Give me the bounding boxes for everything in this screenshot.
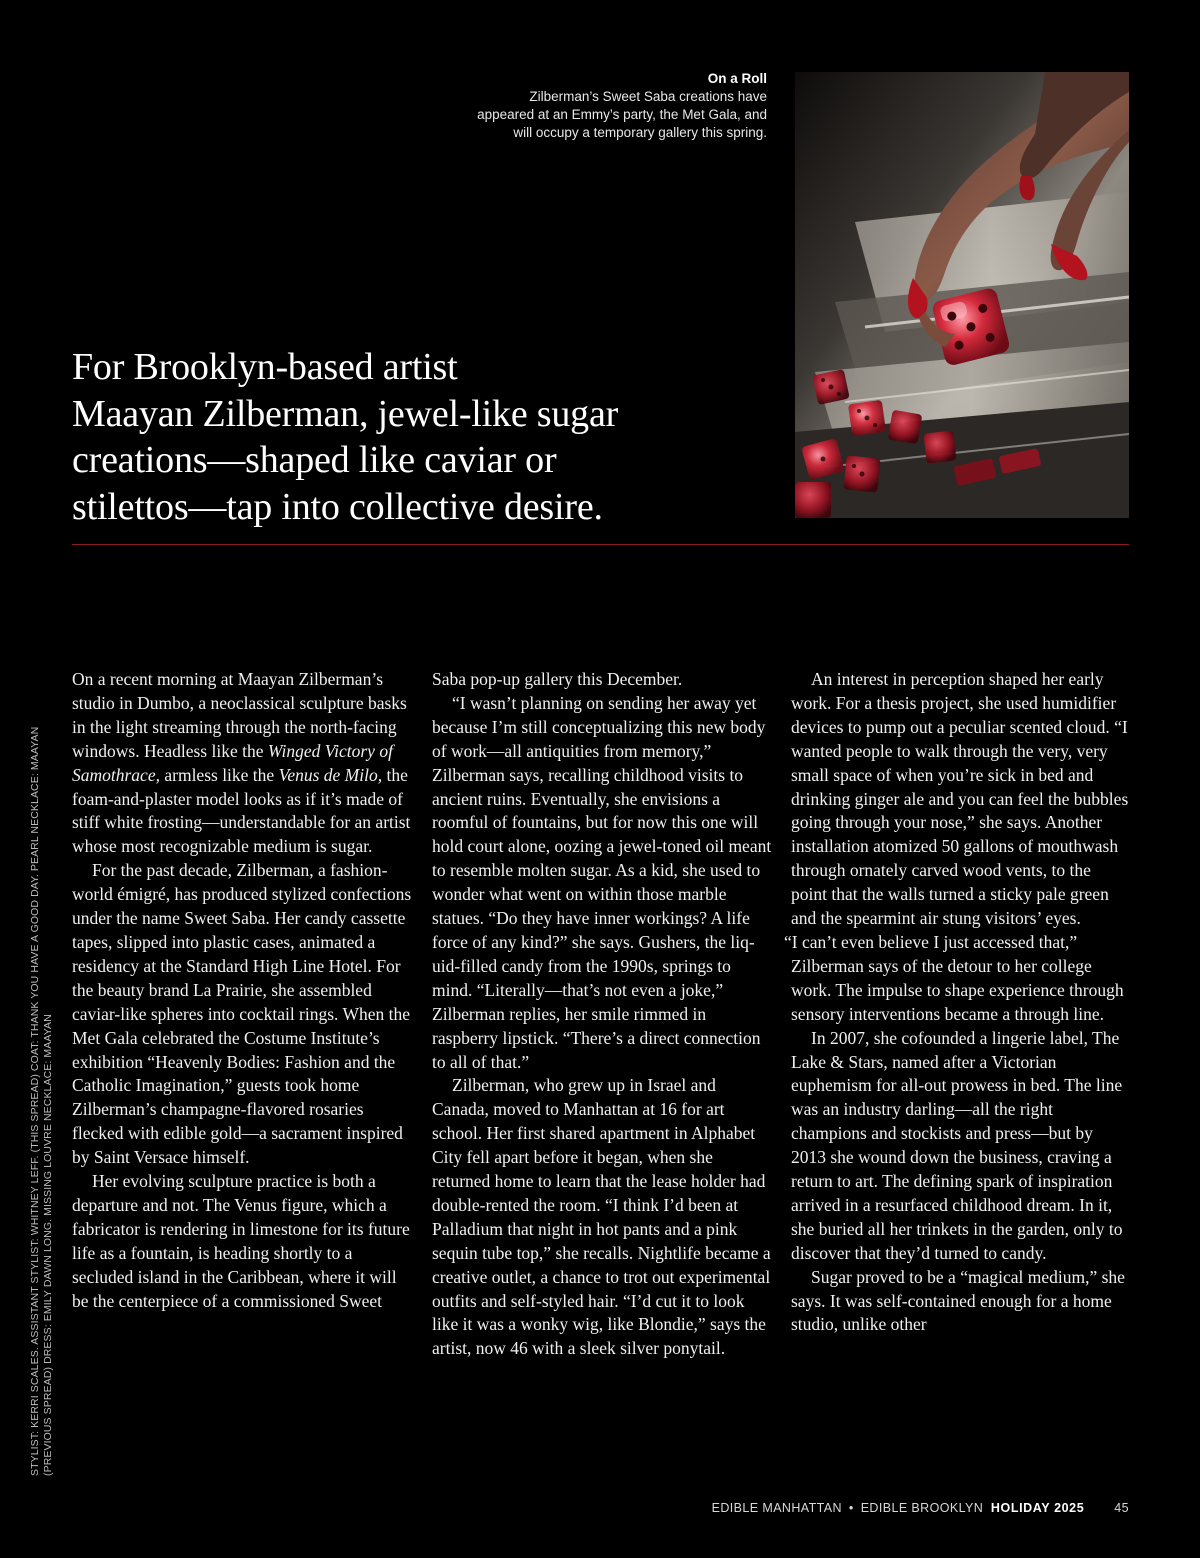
article-paragraph: Saba pop-up gallery this December.	[432, 669, 683, 689]
article-paragraph: Zilberman, who grew up in Israel and Canada, moved to Manhattan at 16 for art school. Her first shared apartment in Alphabet City fell apart before it began, when she returned home to learn that the lease holder had double-rented the room. “I think I’d been at Palladium that night in hot pants and a pink sequin tube top,” she recalls. Nightlife became a creative outlet, a chance to trot out experimental outfits and self-styled hair. “I’d cut it to look like it was a wonky wig, like Blondie,” says the artist, now 46 with a sleek silver ponytail.	[432, 1075, 771, 1359]
article-column-3	[784, 668, 1131, 1337]
credit-line: STYLIST: KERRI SCALES. ASSISTANT STYLIST: WHITNEY LEFF. (THIS SPREAD) COAT: THANK YOU HAVE A GOOD DAY. PEARL NECKLACE: MAAYAN	[29, 726, 41, 1476]
article-paragraph: In 2007, she cofounded a lingerie label, The Lake & Stars, named after a Victorian euphemism for all-out prowess in bed. The line was an industry darling—all the right champions and stockists and press—but by 2013 she wound down the business, craving a return to art. The defining spark of inspiration arrived in a resurfaced childhood dream. In it, she buried all her trinkets in the garden, only to discover that they’d turned to candy.	[791, 1027, 1123, 1263]
article-paragraph: “I wasn’t planning on sending her away yet because I’m still conceptualizing this new body of work—all antiquities from memory,” Zilberman says, recalling childhood visits to ancient ruins. Eventually, she envisions a roomful of fountains, but for now this one will hold court alone, oozing a jewel-toned oil meant to resemble molten sugar. As a kid, she used to wonder what went on within those marble statues. “Do they have inner workings? A life force of any kind?” she says. Gushers, the liquid-filled candy from the 1990s, springs to mind. “Literally—that’s not even a joke,” Zilberman replies, her smile rimmed in raspberry lipstick. “There’s a direct connection to all of that.”	[432, 692, 772, 1072]
headline-line: creations—shaped like caviar or	[72, 439, 557, 481]
article-column-2	[432, 668, 772, 1361]
text-run: the foam-and-plaster model looks as if it’s made of stiff white frosting—understandable for an artist whose most recognizable medium is sugar.	[72, 764, 411, 857]
headline-line: For Brooklyn-based artist	[72, 346, 458, 388]
page-number: 45	[1114, 1501, 1129, 1515]
article-paragraph: “I can’t even believe I just accessed that,” Zilberman says of the detour to her college work. The impulse to shape experience through sensory interventions became a through line.	[784, 931, 1124, 1024]
caption-line: appeared at an Emmy’s party, the Met Gala, and	[477, 107, 767, 122]
candy-dice-photo	[795, 72, 1129, 518]
italic-title: Venus de Milo,	[278, 764, 383, 785]
article-paragraph	[72, 668, 412, 859]
article-paragraph: Sugar proved to be a “magical medium,” she says. It was self-contained enough for a home studio, unlike other	[791, 1266, 1125, 1335]
publication-name: EDIBLE MANHATTAN	[711, 1501, 842, 1515]
photo-credits	[29, 646, 54, 1476]
article-paragraph: An interest in perception shaped her early work. For a thesis project, she used humidifier devices to pump out a peculiar scented cloud. “I wanted people to walk through the very, very small space of when you’re sick in bed and drinking ginger ale and you can feel the bubbles going through your nose,” she says. Another installation atomized 50 gallons of mouthwash through ornately carved wood vents, to the point that the walls turned a sticky pale green and the spearmint air stung visitors’ eyes.	[791, 669, 1129, 929]
article-paragraph: Her evolving sculpture practice is both a departure and not. The Venus figure, which a fabricator is rendering in limestone for its future life as a fountain, is heading shortly to a secluded island in the Caribbean, where it will be the centerpiece of a commissioned Sweet	[72, 1171, 410, 1311]
headline	[72, 344, 762, 530]
text-run: On a recent morning at Maayan Zilberman’s studio in Dumbo, a neoclassical sculpture basks in the light streaming through the north-facing windows. Headless like the	[72, 669, 407, 761]
page-footer	[712, 1501, 1129, 1515]
issue-label: HOLIDAY 2025	[990, 1501, 1085, 1515]
caption-line: will occupy a temporary gallery this spring.	[513, 125, 767, 140]
photo-caption	[407, 70, 767, 142]
caption-line: Zilberman’s Sweet Saba creations have	[529, 89, 767, 104]
italic-title: Winged Victory of Samothrace,	[72, 740, 393, 785]
text-run: armless like the	[159, 764, 279, 785]
headline-divider	[72, 544, 1129, 545]
article-column-1	[72, 668, 412, 1313]
publication-name: EDIBLE BROOKLYN	[860, 1501, 984, 1515]
footer-separator: •	[848, 1501, 854, 1515]
headline-line: stilettos—tap into collective desire.	[72, 485, 603, 528]
article-paragraph: For the past decade, Zilberman, a fashion-world émigré, has produced stylized confections under the name Sweet Saba. Her candy cassette tapes, slipped into plastic cases, animated a residency at the Standard High Line Hotel. For the beauty brand La Prairie, she assembled caviar-like spheres into cocktail rings. When the Met Gala celebrated the Costume Institute’s exhibition “Heavenly Bodies: Fashion and the Catholic Imagination,” guests took home Zilberman’s champagne-flavored rosaries flecked with edible gold—a sacrament inspired by Saint Versace himself.	[72, 860, 412, 1168]
credit-line: (PREVIOUS SPREAD) DRESS: EMILY DAWN LONG. MISSING LOUVRE NECKLACE: MAAYAN	[41, 1014, 54, 1476]
headline-line: Maayan Zilberman, jewel-like sugar	[72, 392, 619, 435]
caption-title: On a Roll	[707, 71, 767, 86]
